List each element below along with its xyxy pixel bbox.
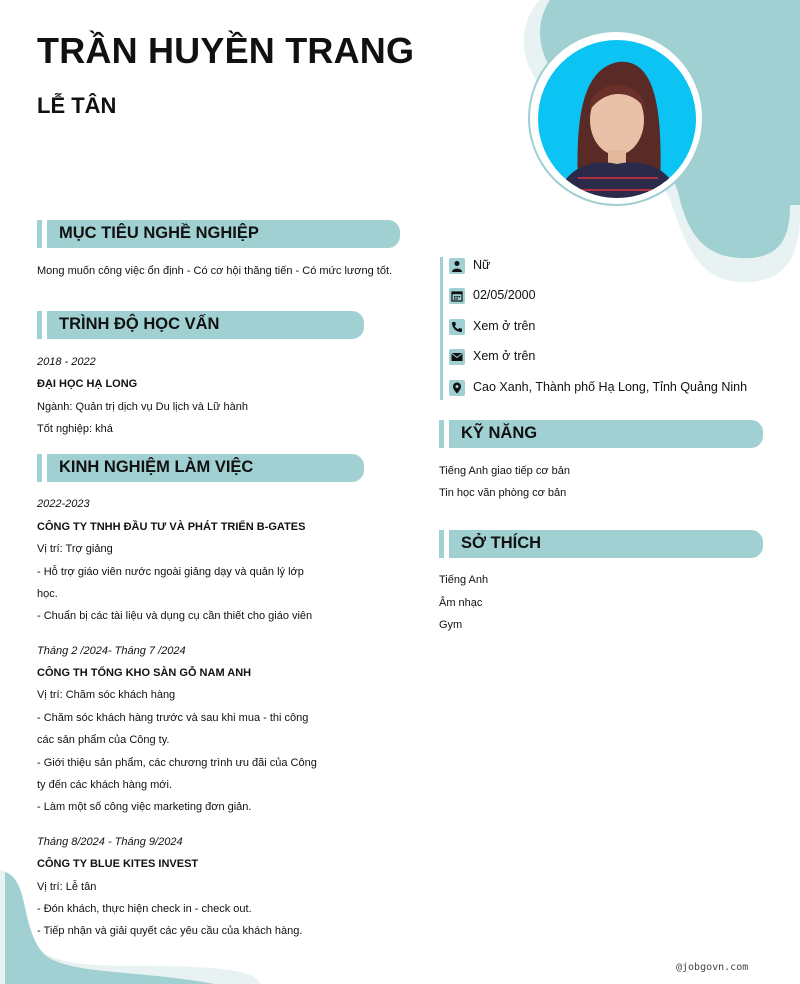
education-major: Ngành: Quản trị dịch vụ Du lịch và Lữ hành — [37, 401, 248, 413]
job-line: Vị trí: Chăm sóc khách hàng — [37, 689, 176, 701]
hobby-item: Gym — [439, 619, 463, 631]
education-period: 2018 - 2022 — [37, 356, 96, 368]
job-line: học. — [37, 588, 58, 600]
job-line: - Đón khách, thực hiện check in - check out. — [37, 903, 252, 915]
job-line: - Hỗ trợ giáo viên nước ngoài giảng dạy và quản lý lớp — [37, 566, 304, 578]
section-header-skills — [439, 420, 763, 448]
section-title-skills: KỸ NĂNG — [461, 424, 538, 442]
section-header-hobbies — [439, 530, 763, 558]
mail-icon — [449, 349, 465, 365]
avatar-frame — [528, 30, 704, 206]
job-period: Tháng 2 /2024- Tháng 7 /2024 — [37, 645, 186, 657]
job-period: Tháng 8/2024 - Tháng 9/2024 — [37, 836, 183, 848]
contact-text: Xem ở trên — [473, 319, 536, 333]
job-line: Vị trí: Trợ giảng — [37, 543, 113, 555]
section-header-education — [37, 311, 364, 339]
section-title-experience: KINH NGHIỆM LÀM VIỆC — [59, 458, 254, 476]
job-line: - Chăm sóc khách hàng trước và sau khi mua - thi công — [37, 712, 309, 724]
job-line: - Chuẩn bị các tài liệu và dụng cụ cần thiết cho giáo viên — [37, 610, 313, 622]
phone-icon — [449, 319, 465, 335]
job-line: - Giới thiệu sản phẩm, các chương trình ưu đãi của Công — [37, 757, 317, 769]
education-grade: Tốt nghiệp: khá — [37, 423, 113, 435]
job-line: Vị trí: Lễ tân — [37, 881, 97, 893]
job-company: CÔNG TY BLUE KITES INVEST — [37, 858, 199, 870]
hobby-item: Tiếng Anh — [439, 574, 489, 586]
section-header-experience — [37, 454, 364, 482]
job-period: 2022-2023 — [37, 498, 90, 510]
calendar-icon — [449, 288, 465, 304]
contact-accent-bar — [440, 257, 443, 400]
objective-text: Mong muốn công việc ổn định - Có cơ hội thăng tiến - Có mức lương tốt. — [37, 265, 393, 277]
candidate-name: TRẦN HUYỀN TRANG — [37, 30, 415, 71]
job-company: CÔNG TH TỔNG KHO SÀN GỖ NAM ANH — [37, 667, 252, 679]
contact-text: 02/05/2000 — [473, 288, 536, 302]
section-title-education: TRÌNH ĐỘ HỌC VẤN — [59, 315, 220, 333]
watermark: @jobgovn.com — [676, 962, 749, 973]
job-company: CÔNG TY TNHH ĐẦU TƯ VÀ PHÁT TRIỂN B-GATES — [37, 521, 306, 533]
skill-item: Tin học văn phòng cơ bản — [439, 487, 567, 499]
contact-text: Cao Xanh, Thành phố Hạ Long, Tỉnh Quảng Ninh — [473, 380, 748, 394]
section-title-hobbies: SỞ THÍCH — [461, 534, 542, 552]
location-pin-icon — [449, 380, 465, 396]
job-line: - Tiếp nhận và giải quyết các yêu cầu của khách hàng. — [37, 925, 303, 937]
job-title: LỄ TÂN — [37, 93, 117, 118]
section-header-objective — [37, 220, 400, 248]
contact-text: Nữ — [473, 258, 491, 272]
job-line: - Làm một số công việc marketing đơn giản. — [37, 801, 252, 813]
job-line: ty đến các khách hàng mới. — [37, 779, 173, 791]
job-line: các sản phẩm của Công ty. — [37, 734, 170, 746]
hobby-item: Âm nhạc — [439, 597, 483, 609]
skill-item: Tiếng Anh giao tiếp cơ bản — [439, 465, 570, 477]
contact-text: Xem ở trên — [473, 349, 536, 363]
section-title-objective: MỤC TIÊU NGHỀ NGHIỆP — [59, 224, 259, 242]
education-school: ĐẠI HỌC HẠ LONG — [37, 378, 138, 390]
person-icon — [449, 258, 465, 274]
avatar — [538, 40, 696, 198]
decorative-blob-bottom-left — [0, 860, 260, 984]
